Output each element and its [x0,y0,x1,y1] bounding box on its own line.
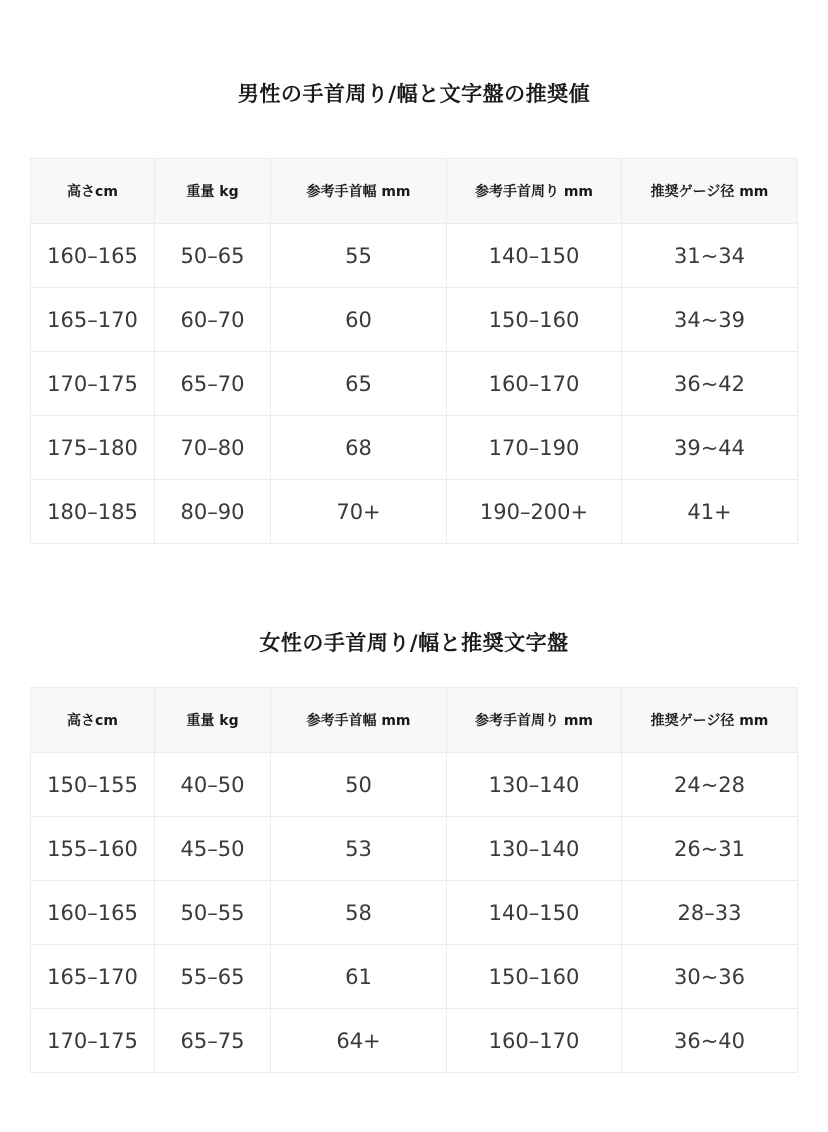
cell-wrist-circumference: 160–170 [447,1009,622,1073]
cell-height: 150–155 [31,753,155,817]
cell-wrist-circumference: 170–190 [447,416,622,480]
table-row [31,1009,798,1073]
cell-height: 180–185 [31,480,155,544]
cell-wrist-width: 65 [271,352,447,416]
cell-wrist-circumference: 140–150 [447,224,622,288]
cell-height: 160–165 [31,881,155,945]
cell-weight: 80–90 [155,480,271,544]
cell-height: 170–175 [31,1009,155,1073]
women-section-title: 女性の手首周り/幅と推奨文字盤 [259,631,569,655]
cell-dial-diameter: 30~36 [622,945,798,1009]
cell-wrist-circumference: 190–200+ [447,480,622,544]
cell-wrist-width: 55 [271,224,447,288]
cell-wrist-width: 50 [271,753,447,817]
header-wrist-width: 参考手首幅 mm [271,159,447,224]
cell-dial-diameter: 41+ [622,480,798,544]
cell-wrist-width: 58 [271,881,447,945]
cell-wrist-circumference: 130–140 [447,817,622,881]
header-wrist-circumference: 参考手首周り mm [447,159,622,224]
table-row [31,817,798,881]
cell-wrist-circumference: 150–160 [447,288,622,352]
cell-wrist-width: 53 [271,817,447,881]
cell-dial-diameter: 34~39 [622,288,798,352]
table-row [31,288,798,352]
cell-dial-diameter: 26~31 [622,817,798,881]
cell-weight: 50–65 [155,224,271,288]
table-row [31,352,798,416]
cell-dial-diameter: 24~28 [622,753,798,817]
header-weight: 重量 kg [155,159,271,224]
header-height: 高さcm [31,159,155,224]
cell-weight: 50–55 [155,881,271,945]
table-row [31,945,798,1009]
cell-dial-diameter: 36~42 [622,352,798,416]
cell-dial-diameter: 39~44 [622,416,798,480]
cell-weight: 65–75 [155,1009,271,1073]
cell-weight: 60–70 [155,288,271,352]
table-row [31,753,798,817]
cell-dial-diameter: 31~34 [622,224,798,288]
cell-wrist-circumference: 140–150 [447,881,622,945]
table-header-row [31,159,798,224]
table-row [31,224,798,288]
cell-height: 175–180 [31,416,155,480]
header-weight: 重量 kg [155,688,271,753]
cell-height: 165–170 [31,945,155,1009]
cell-wrist-width: 68 [271,416,447,480]
cell-wrist-width: 61 [271,945,447,1009]
cell-dial-diameter: 36~40 [622,1009,798,1073]
cell-wrist-circumference: 130–140 [447,753,622,817]
cell-height: 160–165 [31,224,155,288]
table-header-row [31,688,798,753]
table-row [31,480,798,544]
table-row [31,881,798,945]
cell-height: 155–160 [31,817,155,881]
cell-weight: 45–50 [155,817,271,881]
cell-height: 165–170 [31,288,155,352]
cell-wrist-width: 70+ [271,480,447,544]
cell-wrist-circumference: 160–170 [447,352,622,416]
header-dial-diameter: 推奨ゲージ径 mm [622,159,798,224]
men-section-title: 男性の手首周り/幅と文字盤の推奨値 [237,82,591,106]
header-wrist-width: 参考手首幅 mm [271,688,447,753]
header-dial-diameter: 推奨ゲージ径 mm [622,688,798,753]
cell-wrist-circumference: 150–160 [447,945,622,1009]
cell-weight: 55–65 [155,945,271,1009]
cell-wrist-width: 60 [271,288,447,352]
cell-dial-diameter: 28–33 [622,881,798,945]
cell-height: 170–175 [31,352,155,416]
men-size-table [30,158,798,544]
header-wrist-circumference: 参考手首周り mm [447,688,622,753]
header-height: 高さcm [31,688,155,753]
cell-wrist-width: 64+ [271,1009,447,1073]
cell-weight: 40–50 [155,753,271,817]
cell-weight: 70–80 [155,416,271,480]
table-row [31,416,798,480]
cell-weight: 65–70 [155,352,271,416]
women-size-table [30,687,798,1073]
